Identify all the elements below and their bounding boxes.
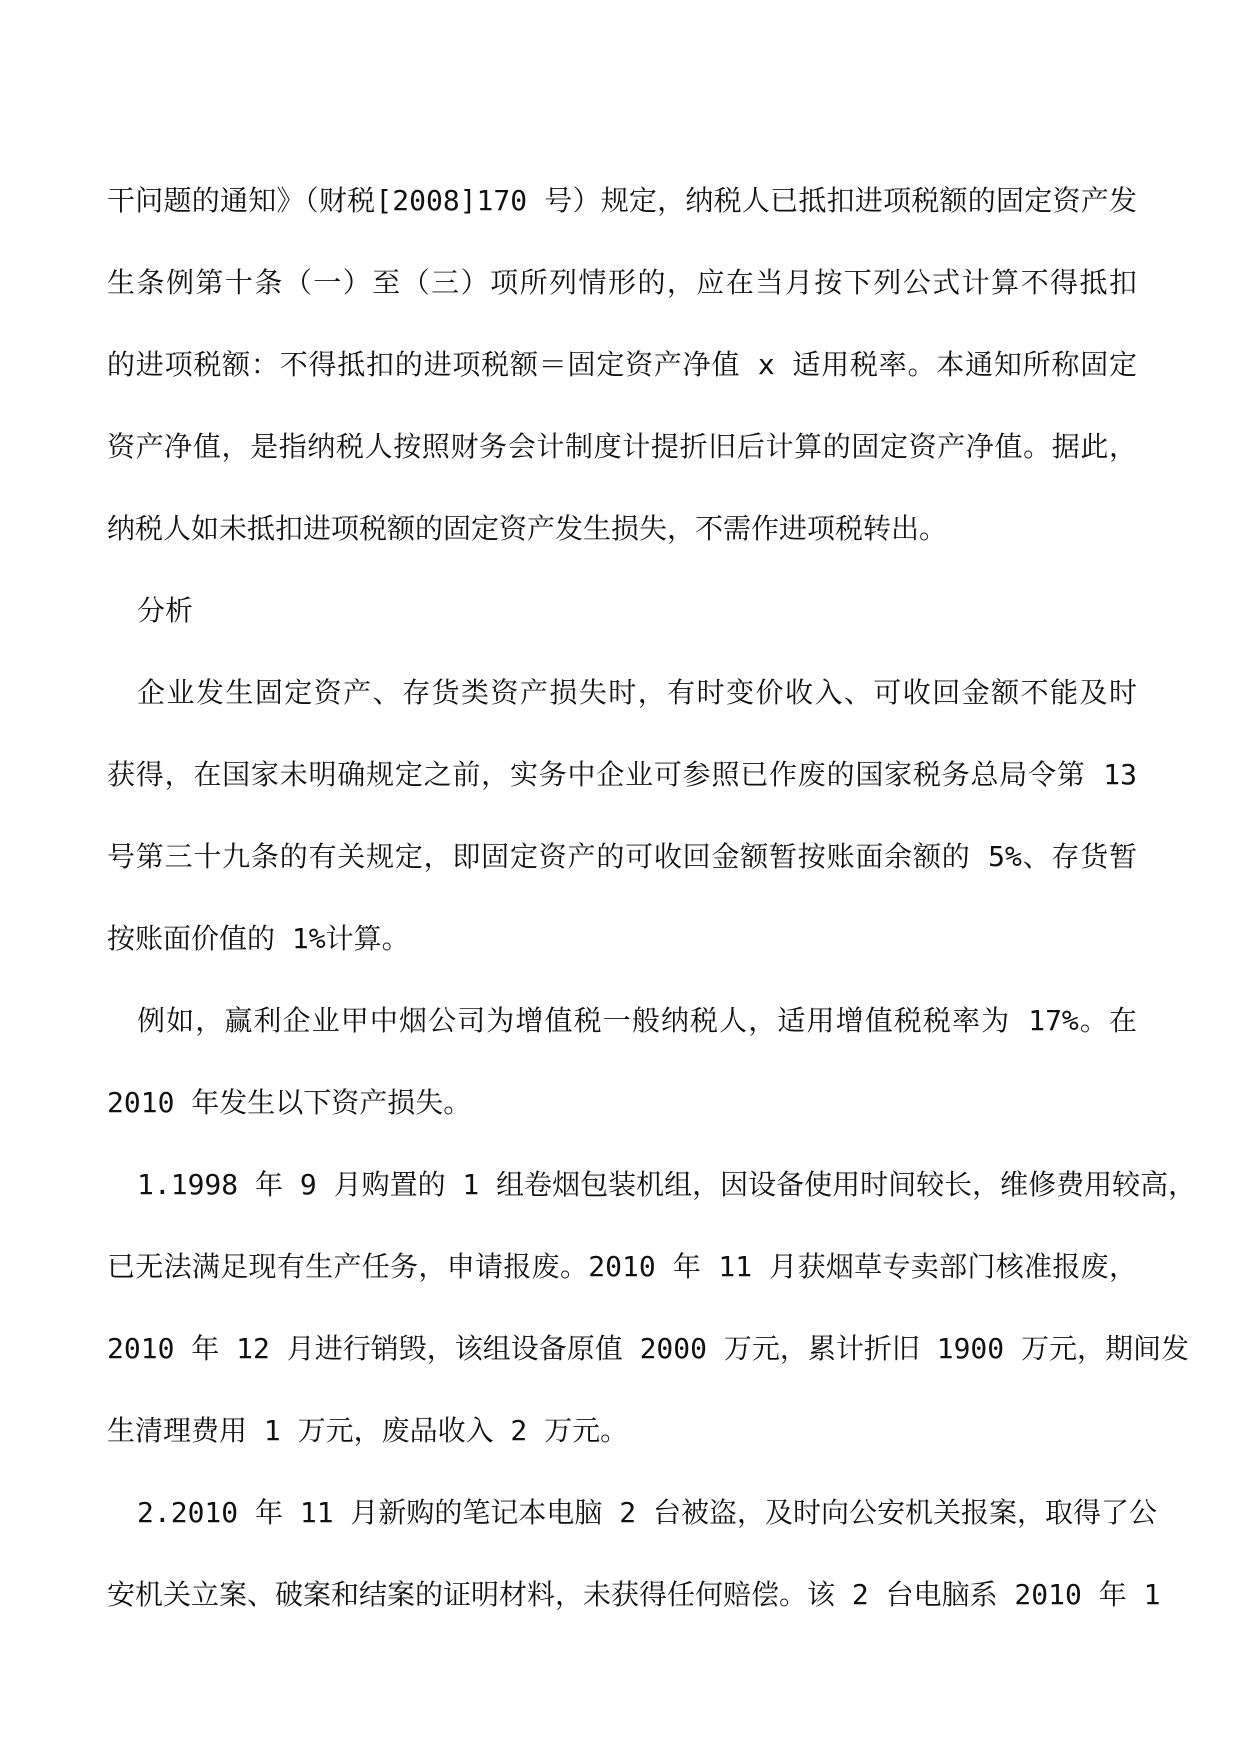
text-line: 1.1998 年 9 月购置的 1 组卷烟包装机组，因设备使用时间较长，维修费用较高，	[137, 1168, 1197, 1201]
text-line: 2010 年发生以下资产损失。	[107, 1086, 472, 1119]
section-heading: 分析	[137, 594, 194, 627]
text-line: 2.2010 年 11 月新购的笔记本电脑 2 台被盗，及时向公安机关报案，取得了公	[137, 1496, 1158, 1529]
text-line: 生清理费用 1 万元，废品收入 2 万元。	[107, 1414, 629, 1447]
text-line: 的进项税额：不得抵扣的进项税额＝固定资产净值 x 适用税率。本通知所称固定	[107, 348, 1137, 381]
text-line: 获得，在国家未明确规定之前，实务中企业可参照已作废的国家税务总局令第 13	[107, 758, 1137, 791]
text-line: 生条例第十条（一）至（三）项所列情形的，应在当月按下列公式计算不得抵扣	[107, 266, 1137, 299]
text-line: 号第三十九条的有关规定，即固定资产的可收回金额暂按账面余额的 5%、存货暂	[107, 840, 1137, 873]
text-line: 企业发生固定资产、存货类资产损失时，有时变价收入、可收回金额不能及时	[137, 676, 1137, 709]
text-line: 2010 年 12 月进行销毁，该组设备原值 2000 万元，累计折旧 1900 万元，期间发	[107, 1332, 1190, 1365]
document-body	[107, 160, 1197, 1636]
text-line: 已无法满足现有生产任务，申请报废。2010 年 11 月获烟草专卖部门核准报废，	[107, 1250, 1137, 1283]
text-line: 安机关立案、破案和结案的证明材料，未获得任何赔偿。该 2 台电脑系 2010 年 1	[107, 1578, 1161, 1611]
text-line: 干问题的通知》（财税[2008]170 号）规定，纳税人已抵扣进项税额的固定资产发	[107, 184, 1137, 217]
text-line: 资产净值，是指纳税人按照财务会计制度计提折旧后计算的固定资产净值。据此，	[107, 430, 1137, 463]
text-line: 例如，赢利企业甲中烟公司为增值税一般纳税人，适用增值税税率为 17%。在	[137, 1004, 1137, 1037]
text-line: 纳税人如未抵扣进项税额的固定资产发生损失，不需作进项税转出。	[107, 512, 948, 545]
text-line: 按账面价值的 1%计算。	[107, 922, 410, 955]
